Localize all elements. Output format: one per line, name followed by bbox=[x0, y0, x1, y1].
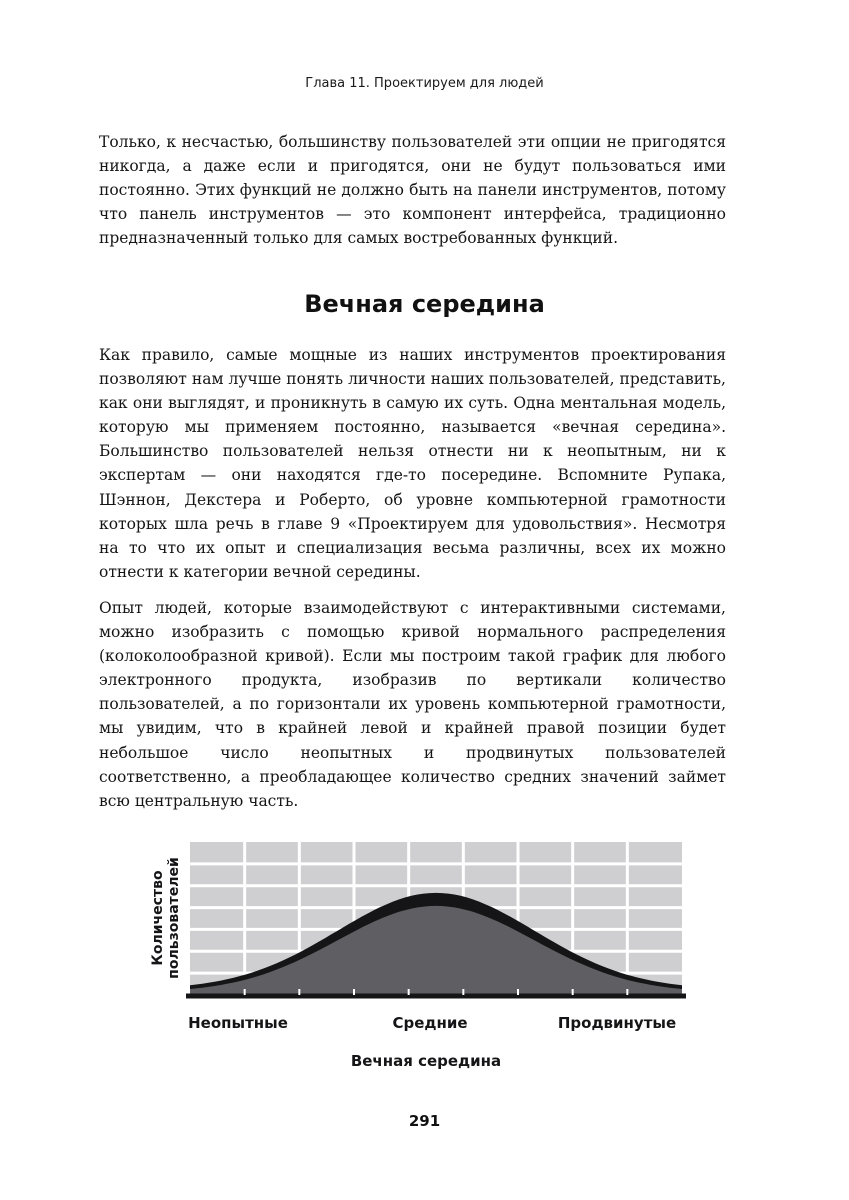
category-label-expert: Продвинутые bbox=[557, 1014, 677, 1032]
y-axis-label-line-2: пользователей bbox=[166, 857, 182, 979]
paragraph-toolbar-functions: Только, к несчастью, большинству пользователей эти опции не пригодятся никогда, а даже если и пригодятся, они не будут пользоваться ими постоянно. Этих функций не должно быть на панели инструментов, потому что панель инструментов — это компонент интерфейса, традиционно предназначенный только для самых востребованных функций. bbox=[99, 133, 726, 248]
section-title: Вечная середина bbox=[304, 290, 545, 318]
y-axis-label-line-1: Количество bbox=[150, 870, 166, 966]
running-head: Глава 11. Проектируем для людей bbox=[305, 76, 544, 91]
chart-title: Вечная середина bbox=[350, 1052, 502, 1070]
category-label-novice: Неопытные bbox=[188, 1014, 288, 1032]
paragraph-eternal-middle: Как правило, самые мощные из наших инструментов проектирования позволяют нам лучше понять личности наших пользователей, представить, как они выглядят, и проникнуть в самую их суть. Одна ментальная модель, которую мы применяем постоянно, называется «вечная середина». Большинство пользователей нельзя отнести ни к неопытным, ни к экспертам — они находятся где-то посередине. Вспомните Рупака, Шэннон, Декстера и Роберто, об уровне компьютерной грамотности которых шла речь в главе 9 «Проектируем для удовольствия». Несмотря на то что их опыт и специализация весьма различны, всех их можно отнести к категории вечной середины. bbox=[99, 346, 726, 581]
bell-curve-chart bbox=[0, 830, 849, 1080]
paragraph-bell-curve: Опыт людей, которые взаимодействуют с интерактивными системами, можно изобразить с помощью кривой нормального распределения (колоколообразной кривой). Если мы построим такой график для любого электронного продукта, изобразив по вертикали количество пользователей, а по горизонтали их уровень компьютерной грамотности, мы увидим, что в крайней левой и крайней правой позиции будет небольшое число неопытных и продвинутых пользователей соответственно, а преобладающее количество средних значений займет всю центральную часть. bbox=[99, 599, 726, 810]
bell-curve-figure bbox=[0, 830, 849, 1080]
page-number: 291 bbox=[408, 1112, 441, 1130]
category-label-intermediate: Средние bbox=[392, 1014, 468, 1032]
